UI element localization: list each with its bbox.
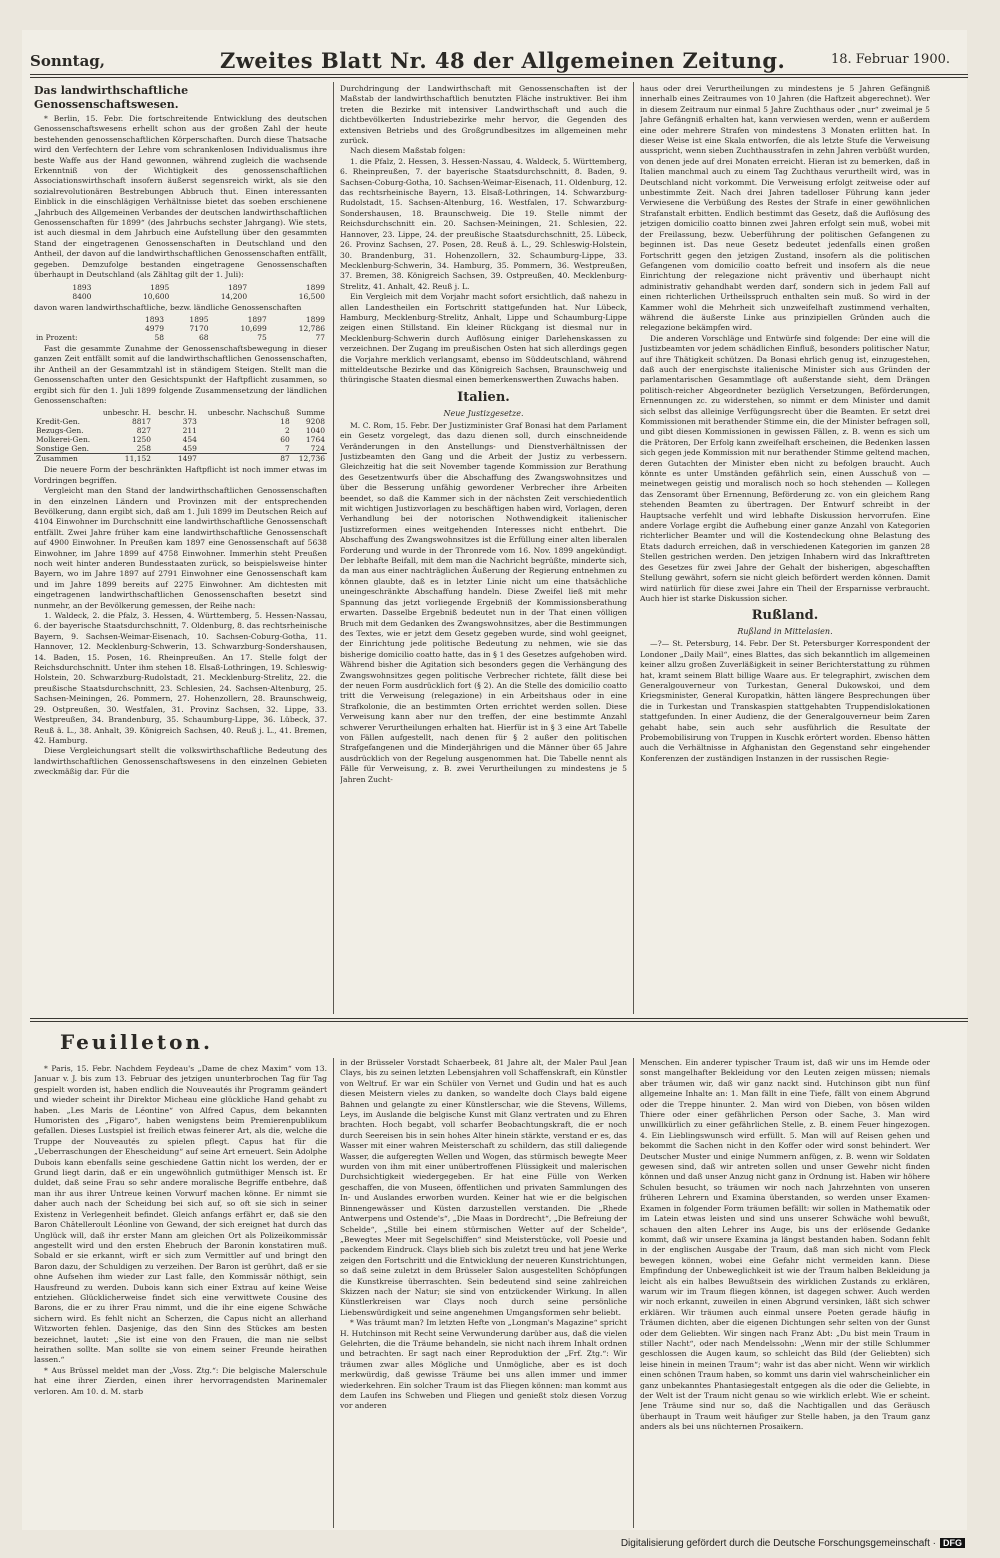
table-haftpflicht: unbeschr. H. beschr. H. unbeschr. Nachschuß Summe Kredit-Gen. 8817 373 18 9208 Bezugs-Gen. 827 211 2 1040 Molkerei-Gen. 1250 454 60 1764 Sonstige Gen. 258 459 7 724 Zusammen 11,152 1497 87 12,736 bbox=[36, 408, 325, 464]
column-1 bbox=[34, 84, 327, 1014]
paragraph: Menschen. Ein anderer typischer Traum ist, daß wir uns im Hemde oder sonst mangelhafter Bekleidung vor den Leuten zeigen müssen; niemals aber träumen wir, daß wir ganz nackt sind. Hutchinson gibt nun fünf allgemeine Inhalte an: 1. Man fällt in eine Tiefe, fällt von einem Abgrund oder die Treppe hinunter. 2. Man wird von Dieben, von bösen wilden Thiere oder einer gefährlichen Person oder Sache, 3. Man wird unwillkürlich zu einer gefährlichen Stelle, z. B. einem Feuer hingezogen. 4. Ein Lieblingswunsch wird erfüllt. 5. Man will auf Reisen gehen und bekommt die Sachen nicht in den Koffer oder wird sonst behindert. Wer Deutscher Muster und einige Nummern anfügen, z. B. wenn wir Soldaten gewesen sind, daß wir antreten sollen und unser Gewehr nicht finden können und daß unser Anzug nicht ganz in Ordnung ist. Haben wir höhere Schulen besucht, so träumen wir noch nach Jahrzehnten von unseren früheren Lehrern und Examina überstanden, so werden unser Examen-Examen in folgender Form träumen befällt: wir sollen in Mathematik oder im Latein etwas leisten und sind uns unserer Schwäche wohl bewußt, schauen den alten Lehrer ins Auge, bis uns der erlösende Gedanke kommt, daß wir unsere Examina ja längst bestanden haben. Sodann fehlt in der englischen Ausgabe der Traum, daß man sich nicht vom Fleck bewegen können, wobei eine Gefahr nicht vermeiden kann. Diese Empfindung der Unbeweglichkeit ist wie der Traum halben Bekleidung ja leicht als ein halbes Bewußtsein des wirklichen Zustands zu erklären, warum wir im Traum fliegen können, ist dagegen schwer. Auch werden wir noch erkannt, zuweilen in einen Abgrund versinken, läßt sich schwer erklären. Wir träumen auch einmal unsere Poeten gerade häufig in Träumen dichten, aber die eigenen Dichtungen sehr selten von der Gunst oder dem Geliebten. Wir singen nach Franz Abt: „Du bist mein Traum in stiller Nacht“, oder nach Mendelssohn: „Wenn mir der stille Schlummer geschlossen die Augen kaum, so schleicht das Bild (der Geliebten) sich leise hinein in meinen Traum“; wahr ist das aber nicht. Wenn wir wirklich einen schönen Traum haben, so kommt uns darin viel wahrscheinlicher ein ganz unbekanntes Phantasiegestalt entgegen als die oder die Geliebte, in der Welt ist der Traum nicht genau so wie wirklich erlebt. Wie er scheint. Jene Träume sind nur so, daß die Nachtigallen und das Geräusch überhaupt in Traum weit häufiger zur Stelle haben, ja den Traum ganz anders als bei uns nüchternen Prosaikern. bbox=[640, 1058, 930, 1432]
paragraph: Die neuere Form der beschränkten Haftpflicht ist noch immer etwas im Vordringen begriffen. bbox=[34, 465, 327, 485]
table-row: Kredit-Gen. 8817 373 18 9208 bbox=[36, 417, 325, 427]
section-heading-italien: Italien. bbox=[457, 389, 510, 405]
feuilleton-column-2 bbox=[340, 1058, 627, 1528]
paragraph: davon waren landwirthschaftliche, bezw. ländliche Genossenschaften bbox=[34, 302, 302, 312]
article-heading-genossenschaft: Das landwirthschaftliche Genossenschaftswesen. bbox=[34, 84, 189, 111]
feuilleton-title: Feuilleton. bbox=[60, 1030, 213, 1054]
paragraph: * Paris, 15. Febr. Nachdem Feydeau's „Dame de chez Maxim“ vom 13. Januar v. J. bis zum 13. Februar des jetzigen ununterbrochen Tag für Tag gespielt worden ist, haben endlich die Nouveautés ihr Programm geändert und wieder scheint ihr Direktor Micheau eine glückliche Hand gehabt zu haben. „Les Maris de Léontine“ von Alfred Capus, dem bekannten Humoristen des „Figaro“, haben wenigstens beim Premierenpublikum gefallen. Dieses Lustspiel ist freilich etwas feinerer Art, als die, welche die Truppe der Nouveautés zu spielen pflegt. Capus hat für die „Ueberraschungen der Ehescheidung“ auf seine Art erneuert. Sein Adolphe Dubois kann ebenfalls seine geschiedene Gattin nicht los werden, der er Grund liegt darin, daß er ein ungewöhnlich gutmüthiger Mensch ist. Er duldet, daß seine Frau so sehr andere moralische Begriffe entbehre, daß man ihr aus ihrer Untreue keinen Vorwurf machen könne. Er nimmt sie daher auch nach der Scheidung bei sich auf, so oft sie sich in seiner Existenz in Verlegenheit befindet. Gleich anfangs erfährt er, daß sie den Baron Châtelleroult Léonline von Gewand, der sich ereignet hat durch das Unglück will, daß ihr erster Mann am gleichen Ort als Polizeikommissär angestellt wird und den ersten Ehebruch der Baronin konstatiren muß. Sobald er sie erkannt, wirft er sich zum Vermittler auf und bringt den Baron dazu, der Schuldigen zu verzeihen. Der Baron ist gerührt, daß er sie ohne Aufsehen ihm wieder zur Last falle, den Kommissär nöthigt, sein Hausfreund zu werden. Dubois kann sich einer Extrau auf keine Weise entziehen. Glücklicherweise findet sich eine verwittwete Cousine des Barons, die er zu ihrer Frau nimmt, und die ihr eine eigene Schwäche sichern wird. Es fehlt nicht an Scherzen, die Capus nicht an allerhand Witzworten fehlen. Dasjenige, das den Sinn des Stückes am besten bezeichnet, lautet: „Sie ist eine von den Frauen, die man nie selbst heirathen sollte. Man sollte sie von einem seiner Freunde heirathen lassen.“ bbox=[34, 1064, 327, 1365]
section-heading-russland: Rußland. bbox=[751, 608, 819, 624]
column-divider-1 bbox=[333, 82, 334, 1014]
column-divider-3 bbox=[333, 1058, 334, 1528]
column-2 bbox=[340, 84, 627, 1014]
dfg-logo-icon: DFG bbox=[940, 1538, 965, 1548]
paragraph: Fast die gesammte Zunahme der Genossenschaftsbewegung in dieser ganzen Zeit entfällt somit auf die landwirthschaftlichen Genossenschaften, ihr Antheil an der Gesammtzahl ist in ständigem Steigen. Stellt man die Genossenschaften unter den Gesichtspunkt der Haftpflicht zusammen, so ergibt sich für den 1. Juli 1899 folgende Zusammensetzung der ländlichen Genossenschaften: bbox=[34, 343, 327, 405]
column-divider-4 bbox=[633, 1058, 634, 1528]
paragraph: M. C. Rom, 15. Febr. Der Justizminister Graf Bonasi hat dem Parlament ein Gesetz vorgelegt, das dazu dienen soll, durch einschneidende Veränderungen in den Anstellungs- und Dienstverhältnissen der Justizbeamten den Gang und die Arbeit der Justiz zu verbessern. Gleichzeitig hat die seit November tagende Kommission zur Berathung des Gesetzentwurfs über die Abschaffung des Zwangswohnsitzes und über die Besserung unfähig gewordener Verbrecher ihre Arbeiten beendet, so daß die Kammer sich in der nächsten Zeit verschiedentlich mit wichtigen Justizvorlagen zu beschäftigen haben wird, Vorlagen, deren Verhandlung bei der notorischen Nothwendigkeit italienischer Justizreformen eines weitgehenden Interesses nicht entbehrt. Die Abschaffung des Zwangswohnsitzes ist die Erfüllung einer alten liberalen Forderung und wurde in der Thronrede vom 16. Nov. 1899 angekündigt. Der lebhafte Beifall, mit dem man die Nachricht begrüßte, minderte sich, da man aus einer nachträglichen Äußerung der Regierung entnehmen zu können glaubte, daß es in letzter Linie nicht um eine thatsächliche uneingeschränkte Abschaffung handeln. Diese Zweifel ließ mit mehr Spannung das jetzt vorliegende Ergebniß der Kommissionsberathung erwarten. Dasselbe Ergebniß bedeutet nun in der That einen völligen Bruch mit dem Gedanken des Zwangswohnsitzes, aber die Bestimmungen des Textes, wie er jetzt dem Gesetz gegeben wurde, sind wohl geeignet, der Einrichtung jede politische Bedeutung zu nehmen, wie sie das bisherige domicilio coatto hatte, das in § 1 des Gesetzes aufgehoben wird. Während bisher die Agitation sich besonders gegen die Verhängung des Zwangswohnsitzes gegen politische Verbrecher richtete, fällt diese bei der neuen Form ausdrücklich fort (§ 2). An die Stelle des domicilio coatto tritt die Verweisung (relegazione) in ein Arbeitshaus oder in eine Strafkolonie, die an bestimmten Orten errichtet werden sollen. Diese Verweisung kann aber nur den treffen, der eine bestimmte Anzahl schwerer Verurtheilungen erhalten hat. Hierfür ist in § 3 eine Art Tabelle von Fällen aufgestellt, nach denen für § 2 außer den politischen Strafgefangenen und die Minderjährigen und die Männer über 65 Jahre ausdrücklich von der Regelung ausgenommen hat. Die Tabelle nennt als Fälle für Verweisung, z. B. zwei Verurtheilungen zu mindestens je 5 Jahren Zucht- bbox=[340, 420, 627, 784]
paragraph: Durchdringung der Landwirthschaft mit Genossenschaften ist der Maßstab der landwirthschaftlich benutzten Fläche instruktiver. Bei ihm treten die Bezirke mit intensiver Landwirthschaft und auch die dichtbevölkerten Industriebezirke mehr hervor, die Gegenden des extensiven Betriebs und des Großgrundbesitzes im allgemeinen mehr zurück. bbox=[340, 84, 627, 146]
paragraph: Diese Vergleichungsart stellt die volkswirthschaftliche Bedeutung des landwirthschaftlichen Genossenschaftswesens in den einzelnen Gebieten zweckmäßig dar. Für die bbox=[34, 746, 327, 777]
masthead-rule-2 bbox=[30, 77, 968, 78]
masthead-day: Sonntag, bbox=[30, 52, 106, 70]
paragraph: Ein Vergleich mit dem Vorjahr macht sofort ersichtlich, daß nahezu in allen Landestheilen ein Fortschritt stattgefunden hat. Nur Lübeck, Hamburg, Mecklenburg-Strelitz, Anhalt, Lippe und Schaumburg-Lippe zeigen einen Stillstand. Ein kleiner Rückgang ist diesmal nur in Mecklenburg-Schwerin durch Auflösung einiger Darlehenskassen zu verzeichnen. Der Zugang im preußischen Osten hat sich allerdings gegen die Vorjahre merklich verlangsamt, ebenso im Süddeutschland, während mitteldeutsche Bezirke und das Königreich Sachsen, Braunschweig und thüringische Staaten diesmal einen bemerkenswerthen Zuwachs haben. bbox=[340, 292, 627, 385]
paragraph: 1. Waldeck, 2. die Pfalz, 3. Hessen, 4. Württemberg, 5. Hessen-Nassau, 6. der bayerische Staatsdurchschnitt, 7. Oldenburg, 8. das rechtsrheinische Bayern, 9. Sachsen-Weimar-Eisenach, 10. Sachsen-Coburg-Gotha, 11. Hannover, 12. Mecklenburg-Schwerin, 13. Schwarzburg-Sondershausen, 14. Baden, 15. Posen, 16. Rheinpreußen. An 17. Stelle folgt der Reichsdurchschnitt. Unter ihm stehen 18. Elsaß-Lothringen, 19. Schleswig-Holstein, 20. Schwarzburg-Rudolstadt, 21. Mecklenburg-Strelitz, 22. die preußische Staatsdurchschnitt, 23. Schlesien, 24. Sachsen-Altenburg, 25. Sachsen-Meiningen, 26. Pommern, 27. Hohenzollern, 28. Braunschweig, 29. Ostpreußen, 30. Westfalen, 31. Provinz Sachsen, 32. Lippe, 33. Westpreußen, 34. Brandenburg, 35. Schaumburg-Lippe, 36. Lübeck, 37. Reuß ä. L., 38. Anhalt, 39. Königreich Sachsen, 40. Reuß j. L., 41. Bremen, 42. Hamburg. bbox=[34, 611, 327, 745]
paragraph: in der Brüsseler Vorstadt Schaerbeek, 81 Jahre alt, der Maler Paul Jean Clays, bis zu seinen letzten Lebensjahren voll Schaffenskraft, ein Künstler von Weltruf. Er war ein Schüler von Vernet und Gudin und hat es auch diesen Meistern vieles zu danken, so wandelte doch Clays bald eigene Bahnen und gelangte zu einer Künstlerschar, wie die Stevens, Willems, Leys, im Auslande die belgische Kunst mit Glanz vertraten und zu Ehren brachten. Hoch begabt, voll scharfer Beobachtungskraft, die er noch durch Seereisen bis in sein hohes Alter hinein stärkte, verstand er es, das Wasser mit einer wahren Meisterschaft zu schildern, das still daliegende Wasser, die aufgeregten Wellen und Wogen, das stürmisch bewegte Meer wurden von ihm mit einer unübertroffenen Flüssigkeit und malerischen Durchsichtigkeit wiedergegeben. Er hat eine Fülle von Werken geschaffen, die von Museen, öffentlichen und privaten Sammlungen des In- und Auslandes erworben wurden. Keiner hat wie er die belgischen Binnengewässer und Küsten darzustellen verstanden. Die „Rhede Antwerpens und Ostende's“, „Die Maas in Dordrecht“, „Die Befreiung der Schelde“, „Stille bei einem stürmischen Wetter auf der Schelde“, „Bewegtes Meer mit Segelschiffen“ sind Meisterstücke, voll Poesie und packendem Eindruck. Clays blieb sich bis zuletzt treu und hat jene Werke zeigen den Fortschritt und die Entwicklung der neueren Kunstrichtungen, so daß seine zuletzt in dem Brüsseler Salon ausgestellten Schöpfungen die Kunstkreise überraschten. Sein bedeutend sind seine zahlreichen Skizzen nach der Natur; sie sind von entzückender Wirkung. In allen Künstlerkreisen war Clays noch durch seine persönliche Liebenswürdigkeit und seine angenehmen Umgangsformen sehr beliebt. bbox=[340, 1058, 627, 1317]
masthead-date: 18. Februar 1900. bbox=[830, 52, 950, 67]
feuilleton-rule bbox=[30, 1018, 968, 1019]
table-landwirtschaftliche: 1893 1895 1897 1899 4979 7170 10,699 12,786 in Prozent: 58 68 75 77 bbox=[36, 314, 325, 342]
paragraph: * Berlin, 15. Febr. Die fortschreitende Entwicklung des deutschen Genossenschaftswesens erhellt schon aus der großen Zahl der heute bestehenden genossenschaftlichen Körperschaften. Durch diese Thatsache wird den Verfechtern der Lehre vom schrankenlosen Individualismus ihre beste Waffe aus der Hand gewonnen, während zugleich die wachsende Erkenntniß von der Wichtigkeit des genossenschaftlichen Associationswirthschaft insofern äußerst segensreich wirkt, als sie den sozialrevolutionären Bestrebungen Abbruch thut. Einen interessanten Einblick in die einschlägigen Verhältnisse bietet das soeben erschienene „Jahrbuch des Allgemeinen Verbandes der deutschen landwirthschaftlichen Genossenschaften für 1899“ (des Jahrbuchs sechster Jahrgang). Wie stets, ist auch diesmal in dem Jahrbuch eine Aufstellung über den gesammten Stand der eingetragenen Genossenschaften in Deutschland und den Antheil, der davon auf die landwirthschaftlichen Genossenschaften entfällt, gegeben. Demzufolge bestanden eingetragene Genossenschaften überhaupt in Deutschland (als Zähltag gilt der 1. Juli): bbox=[34, 114, 327, 280]
column-divider-2 bbox=[633, 82, 634, 1014]
paragraph: haus oder drei Verurtheilungen zu mindestens je 5 Jahren Gefängniß innerhalb eines Zeitraumes von 10 Jahren (die Haftzeit abgerechnet). Wer in diesem Zeitraum nur einmal 5 Jahre Zuchthaus oder „nur“ zweimal je 5 Jahre Gefängniß erhalten hat, kann verwiesen werden, wenn er außerdem eine oder mehrere Strafen von mindestens 3 Monaten erlitten hat. In dieser Weise ist eine Skala entworfen, die als letzte Stufe die Verweisung ausspricht, wenn sieben Zuchthausstrafen in zehn Jahren verbüßt wurden, von denen jede auf drei Monaten erreicht. Hieran ist zu bemerken, daß in Italien manchmal auch zu einem Tag Zuchthaus verurtheilt wird, was in Deutschland nicht vorkommt. Die Verweisung erfolgt zeitweise oder auf unbestimmte Zeit. Nach drei Jahren tadelloser Führung kann jeder Verwiesene die Verbüßung des Restes der Strafe in einer gewöhnlichen Strafanstalt erbitten. Endlich bestimmt das Gesetz, daß die Auflösung des jetzigen domicilio coatto binnen zwei Jahren erfolgt sein muß, wobei mit der Freilassung, bezw. Ueberführung der politischen Gefangenen zu beginnen ist. Das neue Gesetz bedeutet jedenfalls einen großen Fortschritt gegen den jetzigen Zustand, insofern als die politischen Gefangenen vom domicilio coatto befreit und insofern als die neue Einrichtung der relegazione nicht präventiv und überhaupt nicht administrativ gehandhabt werden darf, sondern sich in jedem Fall auf einen richterlichen Urtheilsspruch enthalten sein muß. So wird in der Kammer wohl die Mehrheit sich unzweifelhaft zustimmend verhalten, während die äußerste Linke aus prinzipiellen Gründen auch die relegazione bekämpfen wird. bbox=[640, 84, 930, 333]
paragraph: Vergleicht man den Stand der landwirthschaftlichen Genossenschaften in den einzelnen Ländern und Provinzen mit der entsprechenden Bevölkerung, dann ergibt sich, daß am 1. Juli 1899 im Deutschen Reich auf 4104 Einwohner im Durchschnitt eine landwirthschaftliche Genossenschaft entfällt. Zwei Jahre früher kam eine landwirthschaftliche Genossenschaft auf 4900 Einwohner. In Preußen kam 1897 eine Genossenschaft auf 5638 Einwohner, im Jahre 1899 auf 4758 Einwohner. Immerhin steht Preußen noch weit hinter anderen Bundesstaaten zurück, so beispielsweise hinter Bayern, wo im Jahre 1897 auf 2791 Einwohner eine Genossenschaft kam und im Jahre 1899 bereits auf 2275 Einwohner. Am dichtesten mit eingetragenen landwirthschaftlichen Genossenschaften besetzt sind nunmehr, an der Bevölkerung gemessen, der Reihe nach: bbox=[34, 486, 327, 610]
paragraph: Die anderen Vorschläge und Entwürfe sind folgende: Der eine will die Justizbeamten vor jedem schädlichen Einfluß, besonders politischer Natur, auf ihre Thätigkeit schützen. Da Bonasi ehrlich genug ist, einzugestehen, daß auch der energischste italienische Minister sich aus Gründen der parlamentarischen Gesammtlage oft außerstande sieht, dem Drängen politisch-reicher Abgeordneter bezüglich Versetzungen, Beförderungen, Ernennungen zc. zu widerstehen, so nimmt er dem Minister und damit sich selbst das alleinige Verfügungsrecht über die Beamten. Er setzt drei Kommissionen mit berathender Stimme ein, die der Minister befragen soll, und gibt diesen Kommissionen in gewissen Fällen, z. B. wenn es sich um die Prätoren, Der Erfolg kann zweifelhaft erscheinen, die Bedenken lassen sich gegen jede Kommission mit nur berathender Stimme geltend machen, deren Gutachten der Minister eben nicht zu befolgen braucht. Auch könnte es unter Umständen gefährlich sein, einen Ausschuß von — meinetwegen geistig und moralisch noch so hoch stehenden — Kollegen das Zensoramt über Ernennung, Beförderung zc. von ein gleichem Rang stehenden Beamten zu übertragen. Der Entwurf schreibt in der Hauptsache verfehlt und wird lebhafte Diskussion hervorrufen. Eine andere Vorlage ergibt die Aufhebung einer ganze Anzahl von Kategorien richterlicher Beamter und will die Kostendeckung ohne Belastung des Etats dadurch erreichen, daß in verschiedenen Kategorien im ganzen 28 Stellen gestrichen werden. Den jetzigen Inhabern wird das Inkrafttreten des Gesetzes für zwei Jahre der Gehalt der bisherigen, abgeschafften Stellung gewährt, sofern sie nicht gleich befördert werden können. Damit wird natürlich für diese zwei Jahre ein Theil der Ersparnisse verbraucht. Auch hier ist starke Diskussion sicher. bbox=[640, 333, 930, 603]
masthead-rule bbox=[30, 74, 968, 75]
feuilleton-rule-2 bbox=[30, 1021, 968, 1022]
footer-text: Digitalisierung gefördert durch die Deutsche Forschungsgemeinschaft · bbox=[620, 1538, 936, 1549]
paragraph: —?— St. Petersburg, 14. Febr. Der St. Petersburger Korrespondent der Londoner „Daily Mail“, eines Blattes, das sich bekanntlich im allgemeinen keiner allzu großen Zuverläßigkeit in seiner Berichterstattung zu rühmen hat, kramt seinem Blatt billige Waare aus. Er telegraphirt, zwischen dem Generalgouverneur von Turkestan, General Dukowskoi, und dem Kriegsminister, General Kuropatkin, hätten längere Besprechungen über die in Turkestan und Transkaspien stattgehabten Truppendislokationen stattgefunden. In einer Audienz, die der Generalgouverneur beim Zaren gehabt habe, sein auch sehr ausführlich die Resultate der Probemobilisirung von Truppen in Kuschk erörtert worden. Ebenso hätten auch die Verhältnisse in Afghanistan den Gegenstand sehr eingehender Konferenzen der zuständigen Instanzen in der russischen Regie- bbox=[640, 639, 930, 763]
table-row: Sonstige Gen. 258 459 7 724 bbox=[36, 444, 325, 454]
masthead-title: Zweites Blatt Nr. 48 der Allgemeinen Zeitung. bbox=[220, 48, 786, 73]
paragraph: * Aus Brüssel meldet man der „Voss. Ztg.“: Die belgische Malerschule hat eine ihrer Zierden, einen ihrer hervorragendsten Marinemaler verloren. Am 10. d. M. starb bbox=[34, 1365, 327, 1396]
subsection-heading: Rußland in Mittelasien. bbox=[737, 627, 833, 637]
paragraph: 1. die Pfalz, 2. Hessen, 3. Hessen-Nassau, 4. Waldeck, 5. Württemberg, 6. Rheinpreußen, 7. der bayerische Staatsdurchschnitt, 8. Baden, 9. Sachsen-Coburg-Gotha, 10. Sachsen-Weimar-Eisenach, 11. Oldenburg, 12. das rechtsrheinische Bayern, 13. Elsaß-Lothringen, 14. Schwarzburg-Rudolstadt, 15. Sachsen-Altenburg, 16. Westfalen, 17. Schwarzburg-Sondershausen, 18. Braunschweig. Die 19. Stelle nimmt der Reichsdurchschnitt ein. 20. Sachsen-Meiningen, 21. Schlesien, 22. Hannover, 23. Lippe, 24. der preußische Staatsdurchschnitt, 25. Lübeck, 26. Provinz Sachsen, 27. Posen, 28. Reuß ä. L., 29. Schleswig-Holstein, 30. Brandenburg, 31. Hohenzollern, 32. Schaumburg-Lippe, 33. Mecklenburg-Schwerin, 34. Hamburg, 35. Pommern, 36. Westpreußen, 37. Bremen, 38. Königreich Sachsen, 39. Ostpreußen, 40. Mecklenburg-Strelitz, 41. Anhalt, 42. Reuß j. L. bbox=[340, 156, 627, 291]
table-row: Molkerei-Gen. 1250 454 60 1764 bbox=[36, 435, 325, 445]
footer-credit bbox=[621, 1538, 965, 1549]
table-total-row: Zusammen 11,152 1497 87 12,736 bbox=[36, 454, 325, 464]
paragraph: Nach diesem Maßstab folgen: bbox=[350, 146, 466, 156]
table-row: Bezugs-Gen. 827 211 2 1040 bbox=[36, 426, 325, 436]
column-3 bbox=[640, 84, 930, 1014]
subsection-heading: Neue Justizgesetze. bbox=[443, 408, 524, 418]
masthead bbox=[30, 48, 970, 73]
feuilleton-column-3 bbox=[640, 1058, 930, 1528]
paragraph: * Was träumt man? Im letzten Hefte von „Longman's Magazine“ spricht H. Hutchinson mit Recht seine Verwunderung darüber aus, daß die vielen Gelehrten, die die Träume behandeln, sie nicht nach ihrem Inhalt ordnen und betrachten. Er sagt nach einer Reproduktion der „Frf. Ztg.“: Wir träumen zwar alles Mögliche und Unmögliche, aber es ist doch merkwürdig, daß gewisse Träume bei uns allen immer und immer wiederkehren. Ein solcher Traum ist das Fliegen können: man kommt aus dem Laufen ins Schweben und Fliegen und genießt stolz diesen Vorzug vor anderen bbox=[340, 1318, 627, 1411]
table-genossenschaften-total: 1893 1895 1897 1899 8400 10,600 14,200 16,500 bbox=[72, 282, 325, 301]
feuilleton-column-1 bbox=[34, 1064, 327, 1528]
